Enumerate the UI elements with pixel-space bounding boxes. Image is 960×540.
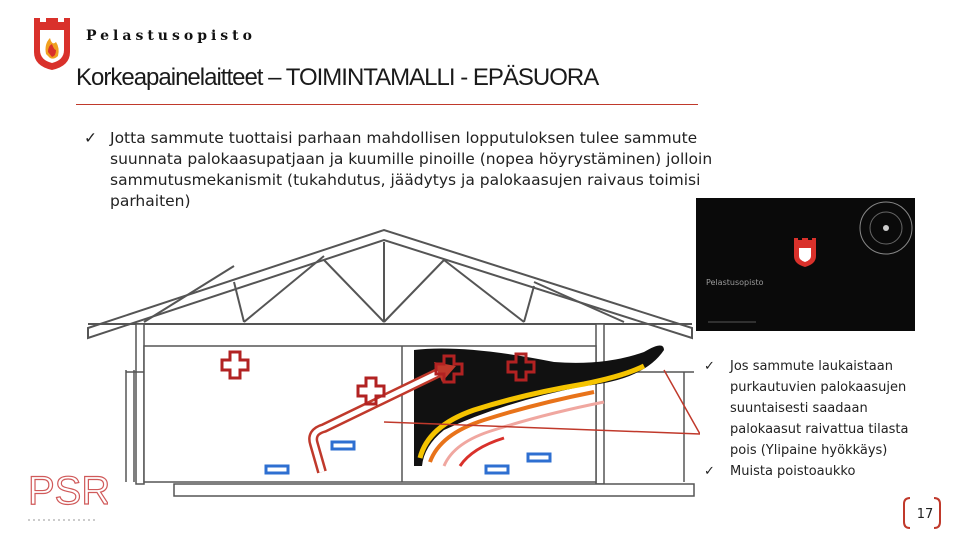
- check-icon: ✓: [704, 359, 715, 374]
- main-bullet-text: Jotta sammute tuottaisi parhaan mahdollisen lopputuloksen tulee sammute suunnata palokaasupatjaan ja kuumille pinoille (nopea höyrystäminen) jolloin sammutusmekanismit (tukahdutus, jäädytys ja palokaasujen raivaus toimisi parhaiten): [110, 129, 713, 210]
- side-note-box: [700, 356, 938, 490]
- side-bullet: [700, 461, 938, 482]
- check-icon: ✓: [704, 464, 715, 479]
- thumbnail-org-text: Pelastusopisto: [706, 278, 764, 287]
- video-thumbnail[interactable]: [696, 198, 915, 331]
- org-name: Pelastusopisto: [86, 28, 256, 44]
- pelastusopisto-shield-logo: [30, 16, 74, 72]
- svg-text:PSR: PSR: [28, 469, 108, 513]
- psr-logo: [28, 462, 108, 524]
- side-bullet-text: Jos sammute laukaistaan purkautuvien palokaasujen suuntaisesti saadaan palokaasut raivattua tilasta pois (Ylipaine hyökkäys): [730, 359, 909, 458]
- main-bullet: [84, 128, 724, 212]
- side-bullet-text: Muista poistoaukko: [730, 464, 856, 479]
- check-icon: ✓: [84, 129, 97, 147]
- side-bullet: [700, 356, 938, 461]
- title-divider: [76, 104, 698, 105]
- roof-truss: [88, 230, 692, 338]
- thumbnail-art: [696, 198, 915, 331]
- slide-title: Korkeapainelaitteet – TOIMINTAMALLI - EPÄSUORA: [76, 64, 599, 91]
- walls: [126, 324, 694, 496]
- page-number: 17: [916, 507, 934, 522]
- building-diagram: [84, 226, 700, 526]
